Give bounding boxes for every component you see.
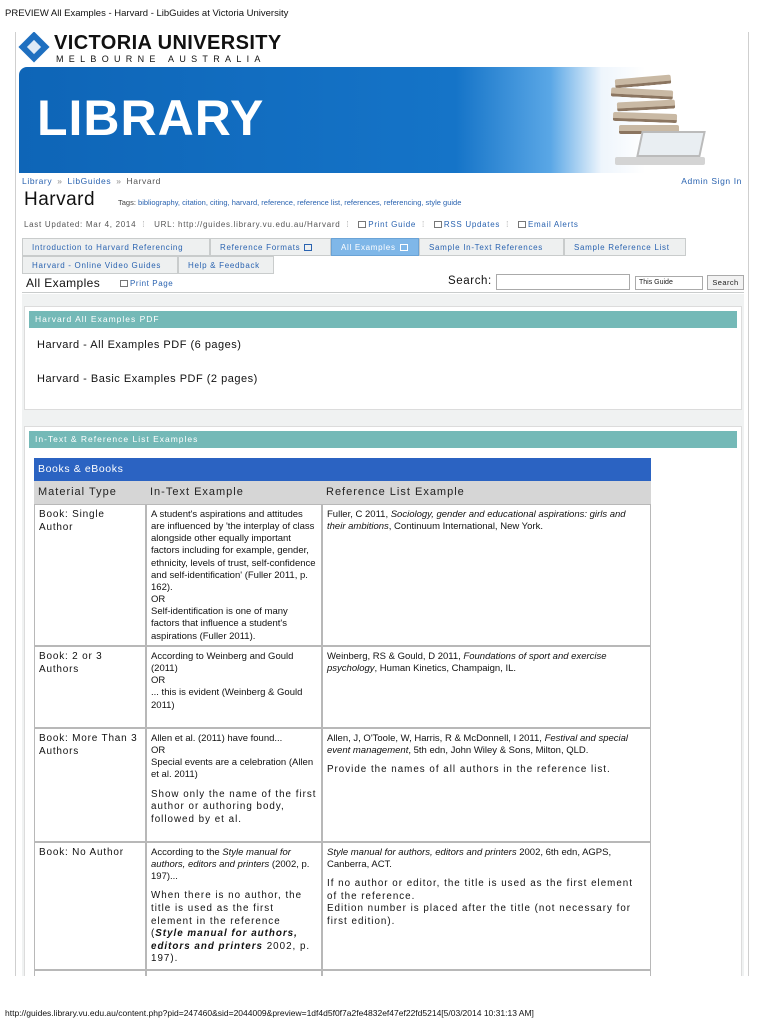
search-button[interactable]: Search (707, 275, 744, 290)
tab-video-guides[interactable]: Harvard - Online Video Guides (22, 256, 178, 274)
print-guide-link[interactable]: Print Guide (358, 220, 416, 229)
admin-sign-in-link[interactable]: Admin Sign In (681, 176, 742, 186)
email-icon (518, 221, 526, 228)
cell-material-type: Book: 2 or 3 Authors (34, 646, 146, 728)
pdf-footer: http://guides.library.vu.edu.au/content.php?pid=247460&sid=2044009&preview=1df4d5f0f7a2fe4832ef47ef22fd5214[5/03/2014 10:31:13 AM] (5, 1008, 534, 1018)
tab-reference-formats[interactable]: Reference Formats (210, 238, 331, 256)
university-name: VICTORIA UNIVERSITY (54, 32, 282, 54)
banner-title: LIBRARY (37, 90, 265, 146)
pdf-box (24, 306, 742, 410)
cell-reference: Weinberg, RS & Gould, D 2011, Foundations of sport and exercise psychology, Human Kinetics, Champaign, IL. (322, 646, 651, 728)
cell-in-text: Allen et al. (2011) have found... OR Special events are a celebration (Allen et al. 2011) Show only the name of the first author or authoring body, followed by et al. (146, 728, 322, 842)
pdf-box-heading: Harvard All Examples PDF (29, 311, 737, 328)
cell-material-type: Book: More Than 3 Authors (34, 728, 146, 842)
tab-sample-reference-list[interactable]: Sample Reference List (564, 238, 686, 256)
table-row (34, 646, 651, 728)
cell-in-text: According to the Style manual for authors, editors and printers (2002, p. 197)... When there is no author, the title is used as the first element in the reference (Style manual for authors, editors and printers 2002, p. 197). (146, 842, 322, 970)
email-alerts-link[interactable]: Email Alerts (518, 220, 579, 229)
basic-examples-pdf-link[interactable]: Harvard - Basic Examples PDF (2 pages) (37, 373, 258, 385)
header-material-type: Material Type (38, 486, 117, 498)
university-location: MELBOURNE AUSTRALIA (56, 54, 266, 64)
breadcrumb-libguides[interactable]: LibGuides (67, 176, 112, 186)
library-banner (19, 67, 747, 173)
breadcrumb-library[interactable]: Library (22, 176, 53, 186)
table-header (34, 481, 651, 504)
last-updated: Last Updated: Mar 4, 2014 (24, 220, 137, 229)
cell-material-type: Book: No Author (34, 842, 146, 970)
tab-sample-in-text[interactable]: Sample In-Text References (419, 238, 564, 256)
page-frame (15, 32, 749, 976)
page-subbar (22, 274, 744, 293)
breadcrumb-harvard: Harvard (126, 176, 161, 186)
pdf-header: PREVIEW All Examples - Harvard - LibGuides at Victoria University (5, 8, 289, 19)
logo-bar[interactable] (16, 32, 749, 68)
breadcrumb: Library » LibGuides » Harvard (22, 176, 161, 186)
cell-reference: Allen, J, O'Toole, W, Harris, R & McDonnell, I 2011, Festival and special event management, 5th edn, John Wiley & Sons, Milton, QLD. Provide the names of all authors in the reference list. (322, 728, 651, 842)
cell-reference: Style manual for authors, editors and printers 2002, 6th edn, AGPS, Canberra, ACT. If no author or editor, the title is used as the first element of the reference. Edition number is placed after the title (not necessary for first edition). (322, 842, 651, 970)
cell-material-type: Book: Single Author (34, 504, 146, 646)
printer-icon (358, 221, 366, 228)
cell-in-text: A student's aspirations and attitudes are influenced by 'the interplay of class alongside other equally important factors including for example, gender, ethnicity, levels of trust, self-confidence and self-identification' (Fuller 2011, p. 162). OR Self-identification is one of many factors that influence a student's aspirations (Fuller 2011). (146, 504, 322, 646)
guide-meta: Last Updated: Mar 4, 2014 ⁞ URL: http://guides.library.vu.edu.au/Harvard ⁞ Print Guide ⁞ RSS Updates ⁞ Email Alerts (24, 220, 579, 229)
search-label: Search: (448, 275, 492, 287)
guide-url: URL: http://guides.library.vu.edu.au/Harvard (154, 220, 341, 229)
tab-all-examples[interactable]: All Examples (331, 238, 419, 256)
rss-updates-link[interactable]: RSS Updates (434, 220, 500, 229)
table-row (34, 970, 651, 976)
dropdown-caret-icon (304, 244, 312, 251)
header-in-text: In-Text Example (150, 486, 244, 498)
tab-introduction[interactable]: Introduction to Harvard Referencing (22, 238, 210, 256)
cell-reference: Fuller, C 2011, Sociology, gender and educational aspirations: girls and their ambitions, Continuum International, New York. (322, 504, 651, 646)
guide-title: Harvard (24, 189, 96, 210)
header-reference-list: Reference List Example (326, 486, 465, 498)
table-row (34, 842, 651, 970)
search-input[interactable] (496, 274, 630, 290)
table-row (34, 504, 651, 646)
examples-box-heading: In-Text & Reference List Examples (29, 431, 737, 448)
tag-links[interactable]: bibliography, citation, citing, harvard, reference, reference list, references, referencing, style guide (138, 198, 462, 207)
dropdown-caret-icon (400, 244, 408, 251)
printer-icon (120, 280, 128, 287)
rss-icon (434, 221, 442, 228)
print-page-link[interactable]: Print Page (120, 279, 173, 288)
table-caption: Books & eBooks (34, 458, 651, 481)
cell-in-text: According to Weinberg and Gould (2011) OR ... this is evident (Weinberg & Gould 2011) (146, 646, 322, 728)
tab-help-feedback[interactable]: Help & Feedback (178, 256, 274, 274)
guide-tags: Tags: bibliography, citation, citing, harvard, reference, reference list, references, referencing, style guide (118, 198, 462, 207)
laptop-illustration (615, 131, 711, 169)
logo-diamond-icon (18, 32, 49, 63)
all-examples-pdf-link[interactable]: Harvard - All Examples PDF (6 pages) (37, 339, 242, 351)
page-title: All Examples (26, 276, 101, 290)
table-row (34, 728, 651, 842)
search-scope-select[interactable]: This Guide (635, 276, 703, 290)
